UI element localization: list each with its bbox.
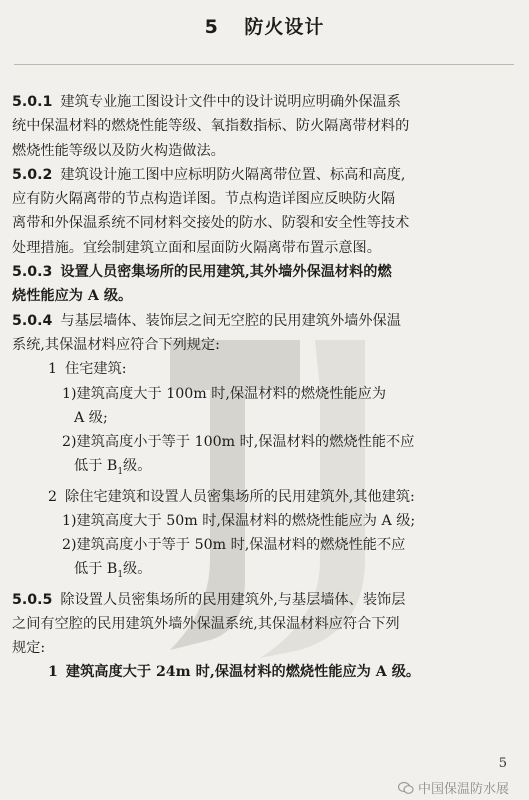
clause-5-0-2 — [12, 163, 520, 187]
list-item — [12, 357, 520, 381]
clause-5-0-5 — [12, 588, 520, 612]
chapter-title: 防火设计 — [244, 16, 325, 38]
chapter-number: 5 — [204, 16, 219, 38]
clause-line: 应有防火隔离带的节点构造详图。节点构造详图应反映防火隔 — [12, 191, 396, 208]
brand-text: 中国保温防水展 — [417, 782, 509, 797]
brand-watermark — [398, 778, 509, 797]
clause-number: 5.0.5 — [12, 591, 53, 608]
clause-number: 5.0.1 — [12, 94, 53, 110]
clause-line: 系统,其保温材料应符合下列规定: — [12, 336, 220, 353]
clause-text: 除设置人员密集场所的民用建筑外,与基层墙体、装饰层 — [60, 591, 406, 608]
item-number: 1 — [48, 664, 58, 681]
subscript: 1 — [117, 467, 124, 478]
list-item — [12, 660, 520, 684]
clause-5-0-4 — [12, 309, 520, 333]
clause-line: 处理措施。宜绘制建筑立面和屋面防火隔离带布置示意图。 — [12, 239, 381, 256]
clause-text: 与基层墙体、装饰层之间无空腔的民用建筑外墙外保温 — [60, 312, 401, 329]
wechat-icon — [398, 781, 414, 795]
chapter-heading — [0, 12, 529, 39]
clause-line: 之间有空腔的民用建筑外墙外保温系统,其保温材料应符合下列 — [12, 615, 400, 632]
clause-line: 烧性能应为 A 级。 — [12, 288, 133, 305]
item-text: 住宅建筑: — [65, 361, 127, 378]
sub-text: 低于 B — [74, 561, 118, 578]
clause-5-0-1 — [12, 90, 520, 114]
document-body — [12, 90, 520, 685]
list-item — [12, 485, 520, 509]
clause-line: 燃烧性能等级以及防火构造做法。 — [12, 142, 225, 159]
sub-item-cont: A 级; — [74, 409, 108, 426]
clause-text: 设置人员密集场所的民用建筑,其外墙外保温材料的燃 — [60, 264, 392, 281]
sub-text: 级。 — [123, 561, 152, 578]
sub-text: 级。 — [123, 458, 152, 475]
clause-line: 规定: — [12, 640, 46, 657]
item-text: 除住宅建筑和设置人员密集场所的民用建筑外,其他建筑: — [65, 488, 415, 505]
clause-line: 统中保温材料的燃烧性能等级、氧指数指标、防火隔离带材料的 — [12, 118, 410, 135]
clause-5-0-3 — [12, 260, 520, 284]
clause-text: 建筑专业施工图设计文件中的设计说明应明确外保温系 — [60, 94, 401, 110]
sub-item: 1)建筑高度大于 50m 时,保温材料的燃烧性能应为 A 级; — [62, 512, 416, 529]
clause-number: 5.0.4 — [12, 312, 53, 329]
sub-item: 2)建筑高度小于等于 50m 时,保温材料的燃烧性能不应 — [62, 537, 406, 554]
sub-item-cont — [12, 557, 520, 587]
clause-number: 5.0.2 — [12, 166, 53, 183]
sub-item: 2)建筑高度小于等于 100m 时,保温材料的燃烧性能不应 — [62, 434, 415, 451]
clause-line: 离带和外保温系统不同材料交接处的防水、防裂和安全性等技术 — [12, 215, 410, 232]
sub-item: 1)建筑高度大于 100m 时,保温材料的燃烧性能应为 — [62, 385, 387, 402]
item-number: 1 — [48, 361, 58, 378]
item-text: 建筑高度大于 24m 时,保温材料的燃烧性能应为 A 级。 — [65, 664, 421, 681]
sub-item-cont — [12, 454, 520, 484]
sub-text: 低于 B — [74, 458, 118, 475]
clause-number: 5.0.3 — [12, 264, 53, 281]
page-number: 5 — [498, 756, 507, 771]
clause-text: 建筑设计施工图中应标明防火隔离带位置、标高和高度, — [60, 166, 406, 183]
item-number: 2 — [48, 488, 58, 505]
heading-divider — [14, 64, 514, 65]
subscript: 1 — [117, 570, 124, 581]
